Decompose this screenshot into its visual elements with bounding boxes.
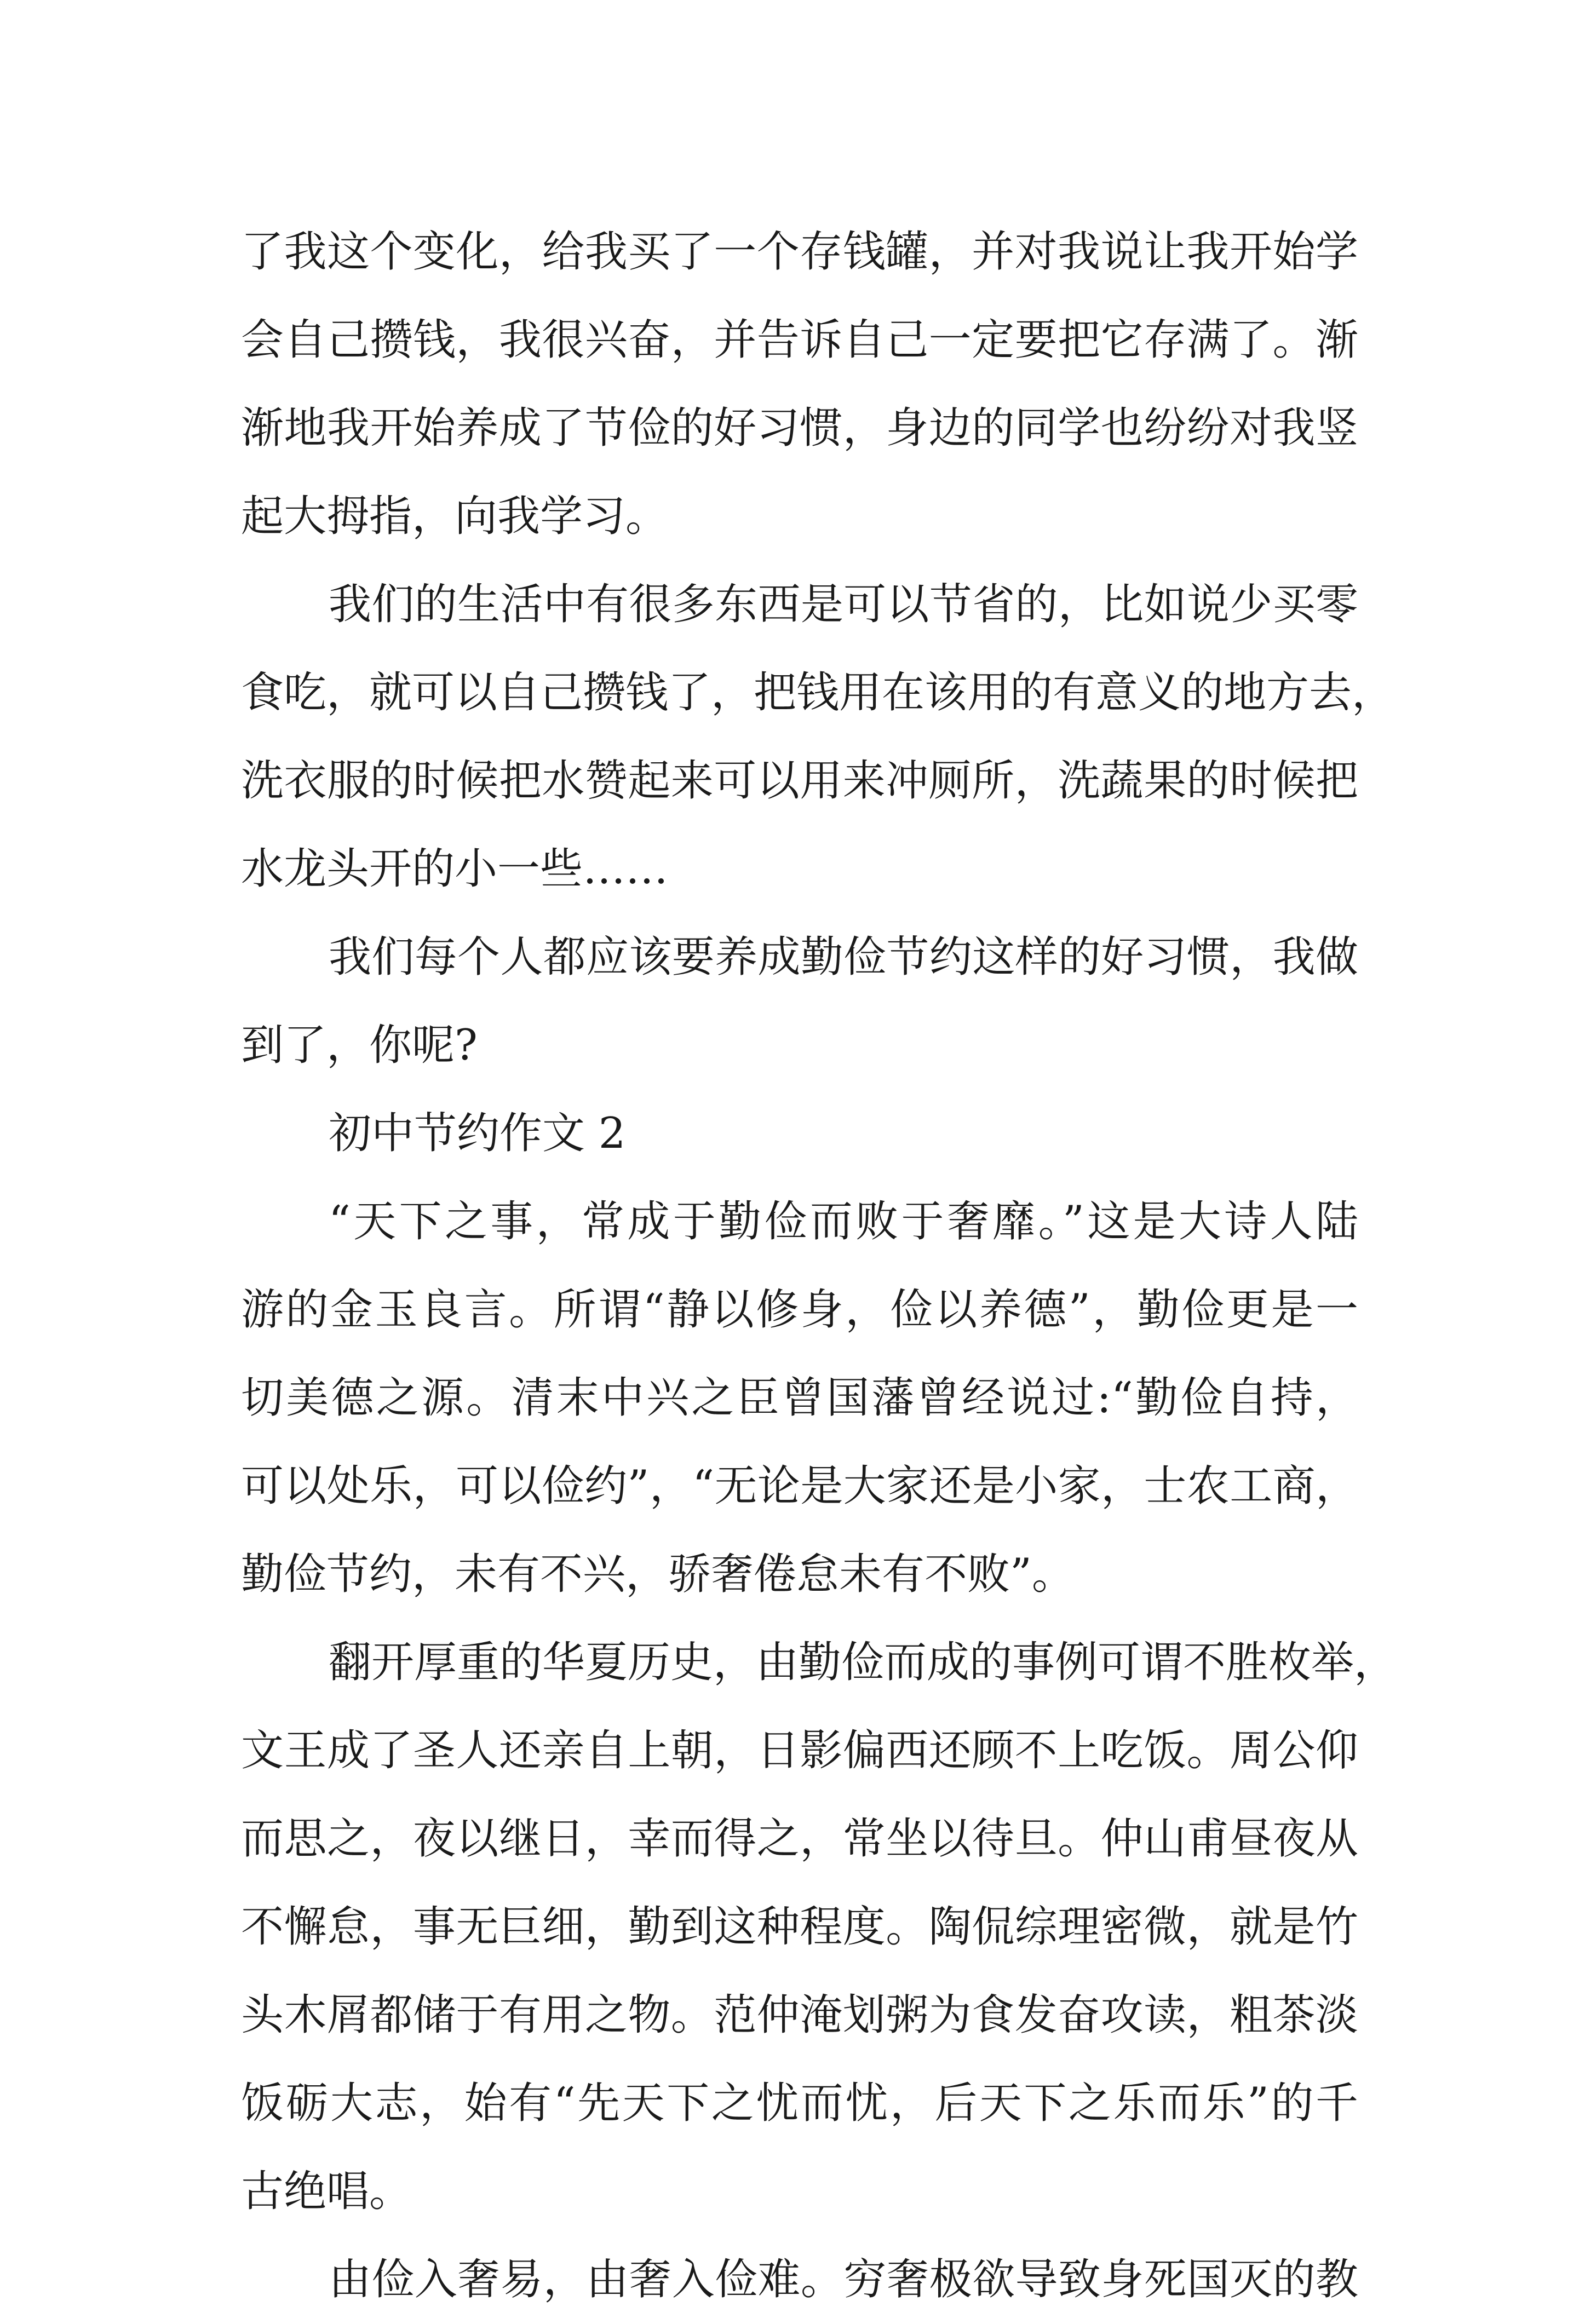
- text-line: 起大拇指，向我学习。: [241, 492, 669, 541]
- text-line: 渐地我开始养成了节俭的好习惯，身边的同学也纷纷对我竖: [241, 404, 1358, 453]
- text-line: 头木屑都储于有用之物。范仲淹划粥为食发奋攻读，粗茶淡: [241, 1991, 1358, 2040]
- text-line: 切美德之源。清末中兴之臣曾国藩曾经说过:“勤俭自持，: [241, 1373, 1358, 1423]
- text-line: 我们的生活中有很多东西是可以节省的，比如说少买零: [329, 580, 1358, 629]
- text-line: 由俭入奢易，由奢入俭难。穷奢极欲导致身死国灭的教: [329, 2255, 1358, 2304]
- essay-body: [241, 208, 1397, 2324]
- text-line: 我们每个人都应该要养成勤俭节约这样的好习惯，我做: [329, 933, 1358, 982]
- text-line: 饭砺大志，始有“先天下之忧而忧，后天下之乐而乐”的千: [241, 2079, 1358, 2128]
- text-line: 而思之，夜以继日，幸而得之，常坐以待旦。仲山甫昼夜从: [241, 1814, 1358, 1863]
- text-line: 勤俭节约，未有不兴，骄奢倦怠未有不败”。: [241, 1550, 1075, 1599]
- text-line: 文王成了圣人还亲自上朝，日影偏西还顾不上吃饭。周公仰: [241, 1726, 1358, 1775]
- text-line: 古绝唱。: [241, 2167, 412, 2216]
- text-line: 游的金玉良言。所谓“静以修身，俭以养德”，勤俭更是一: [241, 1285, 1358, 1334]
- text-line: 洗衣服的时候把水赞起来可以用来冲厕所，洗蔬果的时候把: [241, 756, 1358, 806]
- text-line: 翻开厚重的华夏历史，由勤俭而成的事例可谓不胜枚举，: [329, 1638, 1397, 1687]
- text-line: 到了，你呢?: [241, 1021, 478, 1070]
- text-line: “天下之事，常成于勤俭而败于奢靡。”这是大诗人陆: [329, 1197, 1358, 1246]
- text-line: 不懈怠，事无巨细，勤到这种程度。陶侃综理密微，就是竹: [241, 1902, 1358, 1952]
- text-line: 食吃，就可以自己攒钱了，把钱用在该用的有意义的地方去，: [241, 668, 1395, 717]
- text-line: 了我这个变化，给我买了一个存钱罐，并对我说让我开始学: [241, 227, 1358, 277]
- section-heading: 初中节约作文 2: [329, 1109, 626, 1158]
- text-line: 会自己攒钱，我很兴奋，并告诉自己一定要把它存满了。渐: [241, 315, 1358, 365]
- text-line: 可以处乐，可以俭约”，“无论是大家还是小家，士农工商，: [241, 1462, 1358, 1511]
- text-line: 水龙头开的小一些……: [241, 844, 669, 894]
